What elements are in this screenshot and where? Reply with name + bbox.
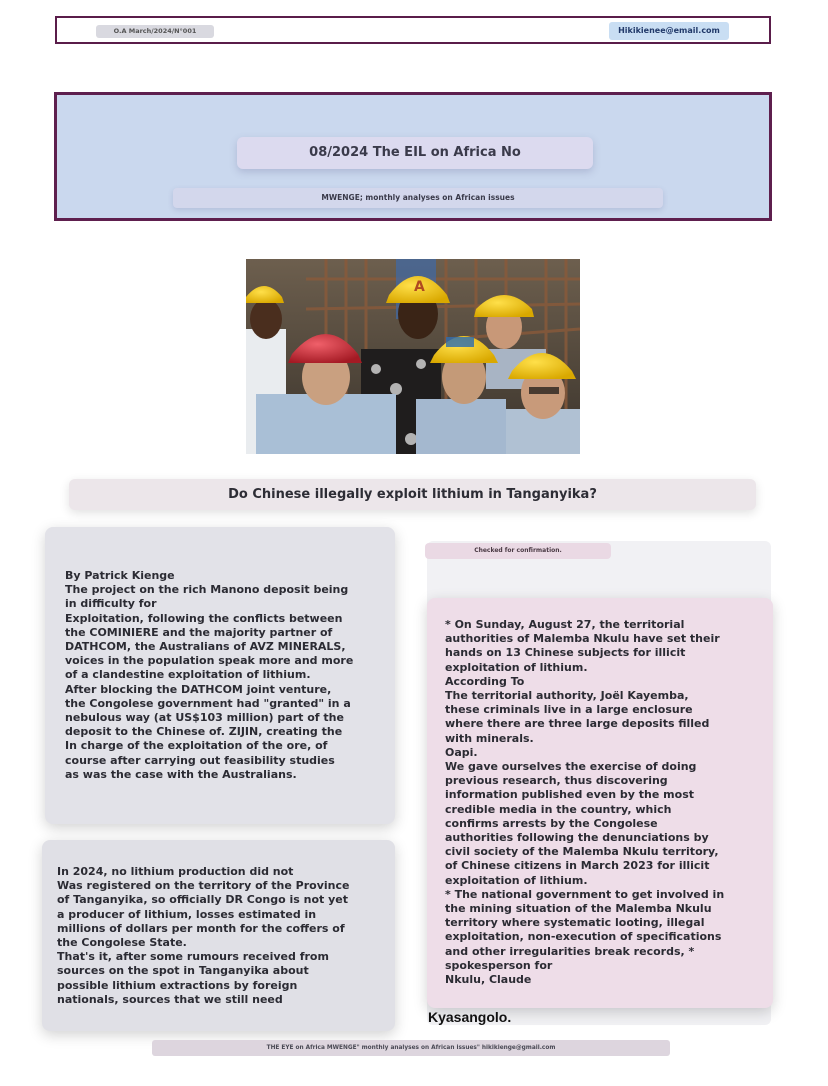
issue-code-label: O.A March/2024/N°001 bbox=[96, 25, 214, 38]
article-left-bottom-text: In 2024, no lithium production did not Was registered on the territory of the Province of Tanganyika, so officially DR Congo is not yet a producer of lithium, losses estimated in millions of dollars per month for the coffers of the Congolese State. That's it, after some rumours received from sources on the spot in Tanganyika about possible lithium extractions by foreign nationals, sources that we still need bbox=[57, 865, 350, 1006]
contact-email[interactable]: Hikikienee@email.com bbox=[609, 22, 729, 40]
newsletter-subtitle: MWENGE; monthly analyses on African issues bbox=[173, 188, 663, 208]
article-headline: Do Chinese illegally exploit lithium in Tanganyika? bbox=[69, 479, 756, 510]
article-left-top-text: By Patrick Kienge The project on the rich Manono deposit being in difficulty for Exploitation, following the conflicts between the COMINIERE and the majority partner of DATHCOM, the Australians of AVZ MINERALS, voices in the population speak more and more of a clandestine exploitation of lithium. After blocking the DATHCOM joint venture, the Congolese government had "granted" in a nebulous way (at US$103 million) part of the deposit to the Chinese of. ZIJIN, creating the In charge of the exploitation of the ore, of course after carrying out feasibility studies as was the case with the Australians. bbox=[65, 569, 354, 781]
article-column-right bbox=[427, 598, 773, 1008]
article-column-left-bottom bbox=[42, 840, 395, 1031]
newsletter-title: 08/2024 The EIL on Africa No bbox=[237, 137, 593, 169]
workers-photo bbox=[246, 259, 580, 454]
author-signature: Kyasangolo. bbox=[428, 1009, 512, 1025]
article-column-left-top bbox=[45, 527, 395, 824]
helmet-letter: A bbox=[414, 279, 425, 295]
workers-photo-illustration bbox=[246, 259, 580, 454]
article-right-text: * On Sunday, August 27, the territorial authorities of Malemba Nkulu have set their hands on 13 Chinese subjects for illicit exploitation of lithium. According To The territorial authority, Joël Kayemba, these criminals live in a large enclosure where there are three large deposits filled with minerals. Oapi. We gave ourselves the exercise of doing previous research, thus discovering information published even by the most credible media in the country, which confirms arrests by the Congolese authorities following the denunciations by civil society of the Malemba Nkulu territory, of Chinese citizens in March 2023 for illicit exploitation of lithium. * The national government to get involved in the mining situation of the Malemba Nkulu territory where systematic looting, illegal exploitation, non-execution of specifications and other irregularities break records, * spokesperson for Nkulu, Claude bbox=[445, 618, 725, 987]
checked-note: Checked for confirmation. bbox=[425, 543, 611, 559]
footer-note: THE EYE on Africa MWENGE" monthly analyses on African issues" hikikienge@gmail.com bbox=[152, 1040, 670, 1056]
